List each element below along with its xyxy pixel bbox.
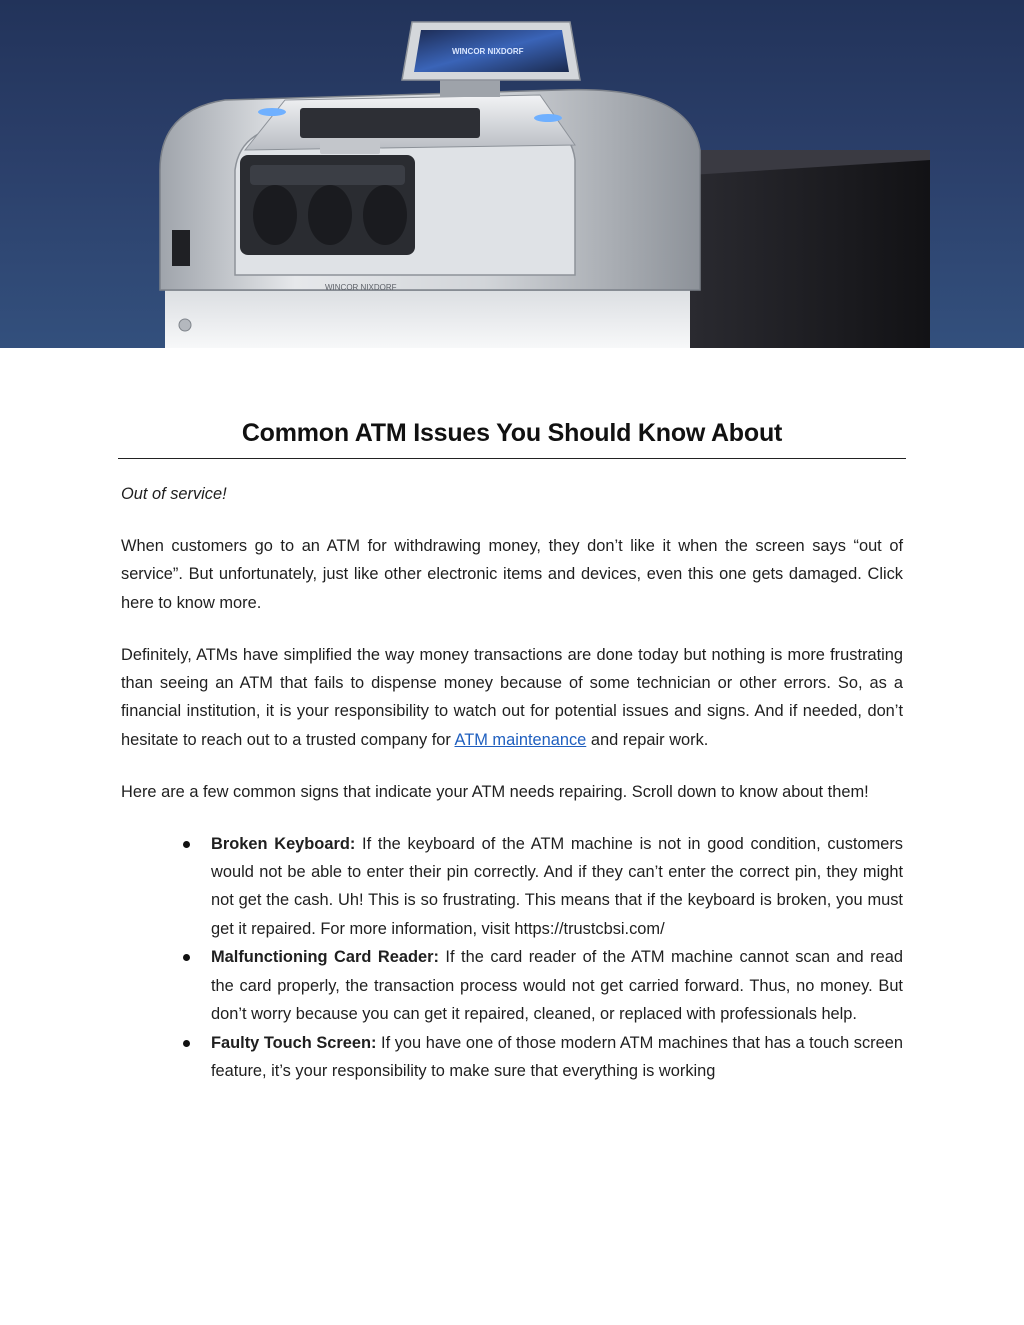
- article-content: [121, 480, 903, 1085]
- paragraph-common-signs: Here are a few common signs that indicate your ATM needs repairing. Scroll down to know about them!: [121, 782, 869, 801]
- atm-hero-image: [0, 0, 1024, 348]
- article: [121, 410, 903, 1080]
- receipt-slot: [320, 140, 380, 154]
- body-brand-logo: WINCOR NIXDORF: [325, 283, 397, 292]
- bullet-icon: [183, 841, 190, 848]
- article-title: Common ATM Issues You Should Know About: [241, 419, 783, 447]
- paragraph-definitely-text: Definitely, ATMs have simplified the way money transactions are done today but nothing is more frustrating than seeing an ATM that fails to dispense money because of some technician or other errors. So, as a financial institution, it is your responsibility to watch out for potential issues and signs. And if needed, don’t hesitate to reach out to a trusted company for: [121, 645, 903, 749]
- bullet-icon: [183, 1040, 190, 1047]
- dispenser-roller-left: [253, 185, 297, 245]
- atm-illustration: [0, 0, 1024, 348]
- list-item: [211, 943, 903, 1028]
- side-slot: [172, 230, 190, 266]
- dispenser-roller-right: [363, 185, 407, 245]
- article-subtitle: Out of service!: [121, 485, 227, 503]
- indicator-light-left: [258, 108, 286, 116]
- sign-text-keyboard: If the keyboard of the ATM machine is not in good condition, customers would not be able to enter their pin correctly. And if they can’t enter the correct pin, they might not get the cash. Uh! This is so frustrating. This means that if the keyboard is broken, you must get it repaired. For more information, visit https://trustcbsi.com/: [211, 834, 903, 938]
- sign-heading-card-reader: Malfunctioning Card Reader:: [211, 948, 439, 967]
- list-item: [211, 830, 903, 944]
- list-item: [211, 1029, 903, 1086]
- counter-cabinet: [690, 150, 930, 348]
- sign-heading-touch-screen: Faulty Touch Screen:: [211, 1033, 377, 1052]
- dispenser-roller-middle: [308, 185, 352, 245]
- title-divider: [118, 458, 906, 459]
- paragraph-out-of-service: When customers go to an ATM for withdrawing money, they don’t like it when the screen says “out of service”. But unfortunately, just like other electronic items and devices, even this one gets damaged. Click here to know more.: [121, 536, 903, 612]
- sign-text-touch-screen: If you have one of those modern ATM machines that has a touch screen feature, it’s your responsibility to make sure that everything is working: [211, 1033, 903, 1080]
- sign-text-card-reader: If the card reader of the ATM machine cannot scan and read the card properly, the transaction process would not get carried forward. Thus, no money. But don’t worry because you can get it repaired, cleaned, or replaced with professionals help.: [211, 948, 903, 1024]
- sign-heading-keyboard: Broken Keyboard:: [211, 834, 356, 853]
- base-button: [179, 319, 191, 331]
- atm-maintenance-link[interactable]: ATM maintenance: [454, 730, 587, 749]
- bullet-icon: [183, 954, 190, 961]
- indicator-light-right: [534, 114, 562, 122]
- paragraph-definitely: [121, 641, 903, 755]
- paragraph-definitely-tail: and repair work.: [586, 730, 709, 749]
- atm-base: [165, 285, 690, 348]
- screen-brand-logo: WINCOR NIXDORF: [452, 47, 524, 56]
- card-reader: [300, 108, 480, 138]
- signs-list: [121, 830, 903, 1086]
- dispenser-slot-top: [250, 165, 405, 185]
